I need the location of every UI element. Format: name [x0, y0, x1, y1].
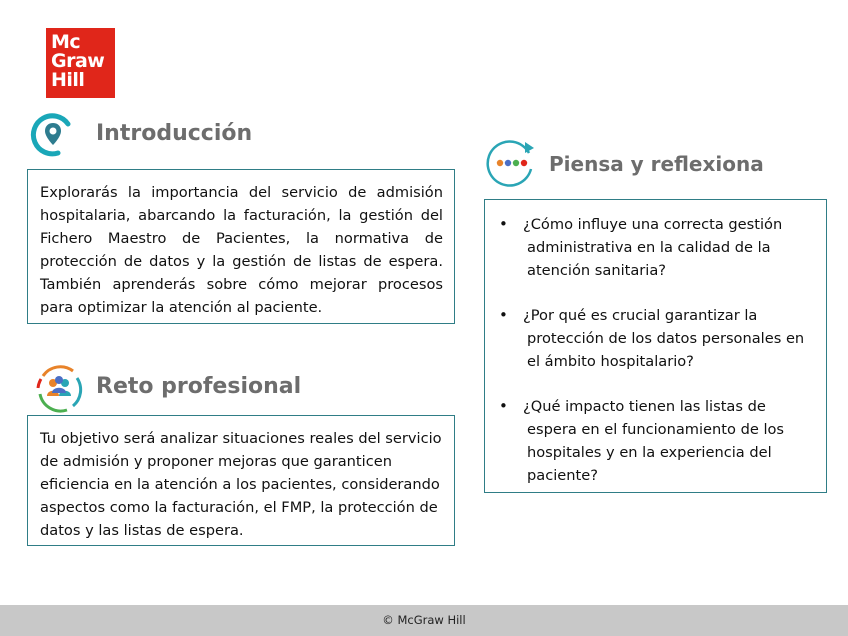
location-pin-icon — [28, 110, 78, 160]
list-item: • ¿Qué impacto tienen las listas de espera en el funcionamiento de los hospitales y en la experiencia del paciente? — [499, 397, 785, 484]
piensa-heading: Piensa y reflexiona — [549, 152, 764, 176]
bullet-icon: • — [499, 397, 508, 415]
piensa-box — [484, 199, 827, 493]
intro-box — [27, 169, 455, 324]
intro-heading: Introducción — [96, 121, 253, 146]
footer — [0, 605, 848, 636]
mcgraw-hill-logo: Mc Graw Hill — [46, 28, 115, 98]
bullet-icon: • — [499, 306, 508, 324]
intro-text: Explorarás la importancia del servicio de admisión hospitalaria, abarcando la facturación, la gestión del Fichero Maestro de Pacientes, la normativa de protección de datos y la gestión de listas de espera. También aprenderás sobre cómo mejorar procesos para optimizar la atención al paciente. — [40, 184, 443, 316]
reto-heading: Reto profesional — [96, 374, 302, 399]
reto-box — [27, 415, 455, 546]
copyright-text: © McGraw Hill — [382, 613, 466, 627]
list-item: • ¿Por qué es crucial garantizar la protección de los datos personales en el ámbito hospitalario? — [499, 306, 805, 370]
list-item: • ¿Cómo influye una correcta gestión administrativa en la calidad de la atención sanitaria? — [499, 215, 783, 279]
dots-cycle-icon — [484, 136, 538, 190]
bullet-icon: • — [499, 215, 508, 233]
question-list — [485, 213, 814, 487]
reto-text: Tu objetivo será analizar situaciones reales del servicio de admisión y proponer mejoras que garanticen eficiencia en la atención a los pacientes, considerando aspectos como la facturación, el FMP, la protección de datos y las listas de espera. — [40, 430, 442, 539]
team-cycle-icon — [33, 362, 85, 414]
